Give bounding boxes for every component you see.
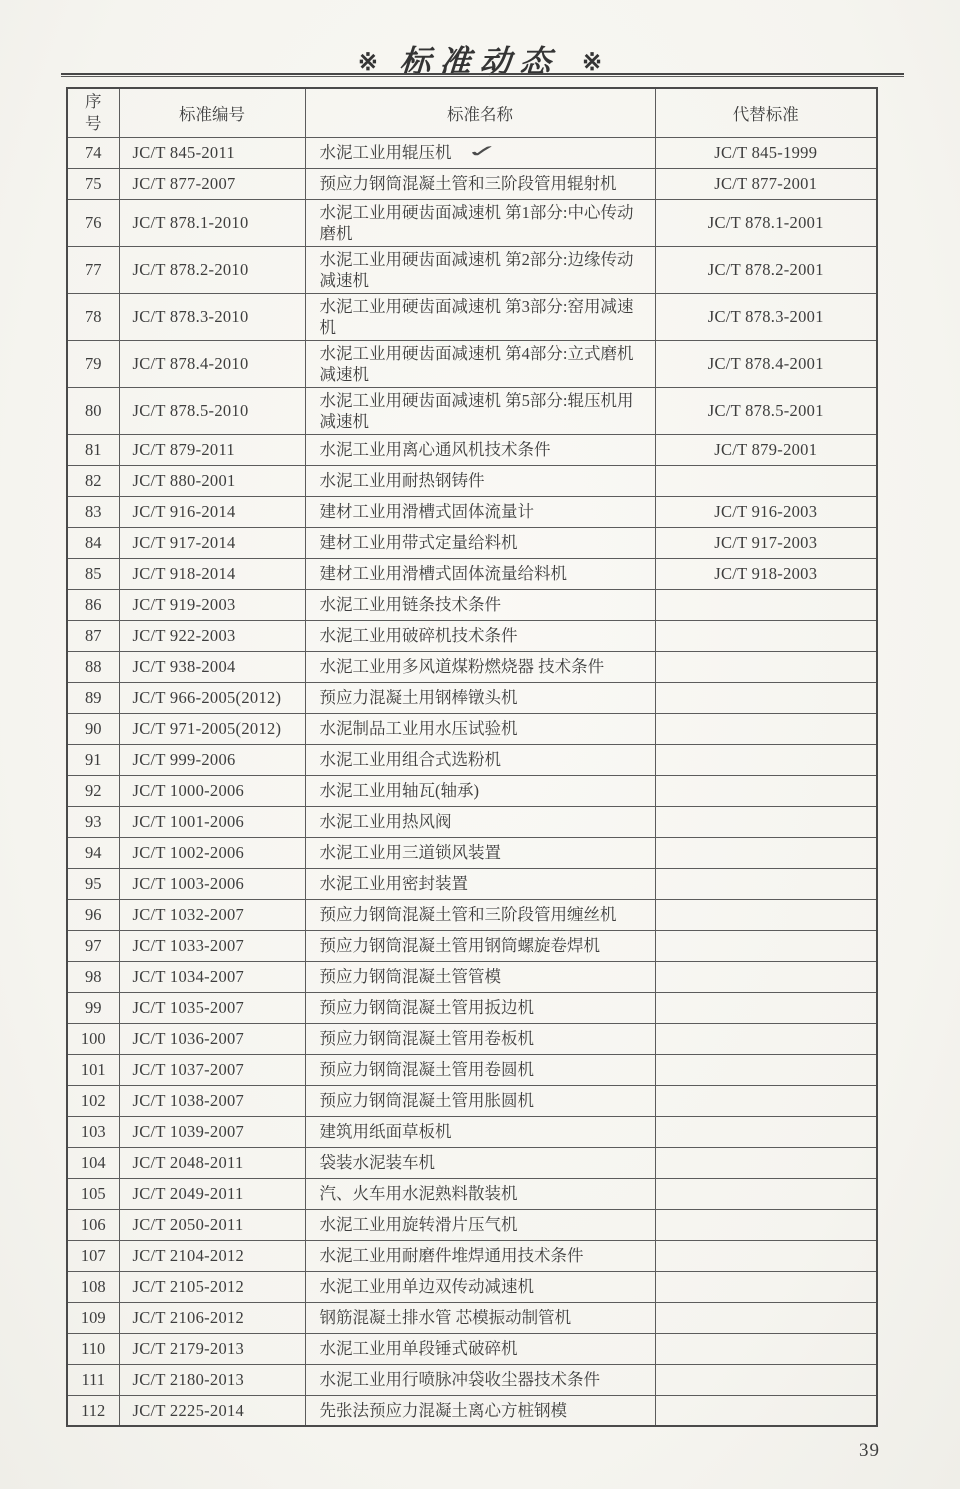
row-standard-name [305,465,655,496]
table-row [67,1333,877,1364]
row-standard-code: JC/T 878.1-2010 [119,199,305,246]
row-replaced-standard [655,1395,877,1426]
row-replaced-standard: JC/T 878.1-2001 [655,199,877,246]
row-standard-name [305,199,655,246]
row-standard-code: JC/T 1033-2007 [119,930,305,961]
row-replaced-standard: JC/T 917-2003 [655,527,877,558]
row-standard-code: JC/T 1035-2007 [119,992,305,1023]
row-standard-code: JC/T 878.4-2010 [119,340,305,387]
row-serial-number: 96 [67,899,119,930]
row-serial-number: 92 [67,775,119,806]
row-standard-code: JC/T 877-2007 [119,168,305,199]
standard-name-text: 水泥工业用单边双传动减速机 [319,1277,534,1296]
standard-name-text: 水泥工业用链条技术条件 [319,595,501,614]
row-replaced-standard [655,1116,877,1147]
row-standard-code: JC/T 2105-2012 [119,1271,305,1302]
row-standard-code: JC/T 922-2003 [119,620,305,651]
standard-name-text: 水泥工业用耐磨件堆焊通用技术条件 [319,1246,584,1265]
row-serial-number: 106 [67,1209,119,1240]
table-row [67,387,877,434]
table-row [67,465,877,496]
row-replaced-standard [655,775,877,806]
table-row [67,434,877,465]
row-standard-name [305,137,655,168]
row-standard-name [305,775,655,806]
table-row [67,246,877,293]
row-standard-code: JC/T 1003-2006 [119,868,305,899]
row-replaced-standard [655,1209,877,1240]
row-replaced-standard [655,465,877,496]
row-serial-number: 88 [67,651,119,682]
row-standard-code: JC/T 1038-2007 [119,1085,305,1116]
table-row [67,1178,877,1209]
page-number: 39 [859,1440,880,1461]
row-standard-code: JC/T 2225-2014 [119,1395,305,1426]
table-row [67,1302,877,1333]
row-standard-name [305,961,655,992]
standard-name-text: 水泥工业用破碎机技术条件 [319,626,518,645]
header-standard-code: 标准编号 [119,88,305,137]
row-replaced-standard: JC/T 918-2003 [655,558,877,589]
standard-name-text: 水泥工业用轴瓦(轴承) [319,781,479,800]
row-serial-number: 108 [67,1271,119,1302]
row-standard-name [305,806,655,837]
row-standard-name [305,868,655,899]
row-replaced-standard [655,1147,877,1178]
row-serial-number: 82 [67,465,119,496]
standard-name-text: 袋装水泥装车机 [319,1153,435,1172]
table-row [67,199,877,246]
table-row [67,930,877,961]
table-row [67,1023,877,1054]
row-standard-name [305,620,655,651]
row-serial-number: 95 [67,868,119,899]
row-standard-name [305,293,655,340]
row-replaced-standard [655,651,877,682]
handwritten-checkmark-icon: ✓ [463,141,501,162]
table-row [67,1395,877,1426]
row-replaced-standard [655,930,877,961]
row-standard-code: JC/T 2106-2012 [119,1302,305,1333]
row-standard-code: JC/T 919-2003 [119,589,305,620]
row-replaced-standard: JC/T 877-2001 [655,168,877,199]
row-standard-code: JC/T 878.2-2010 [119,246,305,293]
standard-name-text: 水泥工业用旋转滑片压气机 [319,1215,518,1234]
row-standard-name [305,1116,655,1147]
table-row [67,961,877,992]
table-row [67,713,877,744]
row-serial-number: 76 [67,199,119,246]
row-standard-code: JC/T 2049-2011 [119,1178,305,1209]
title-decoration-right-icon: ※ [582,50,603,76]
row-standard-name [305,387,655,434]
row-serial-number: 97 [67,930,119,961]
row-standard-code: JC/T 916-2014 [119,496,305,527]
table-row [67,137,877,168]
standard-name-text: 预应力钢筒混凝土管用卷圆机 [319,1060,534,1079]
row-replaced-standard: JC/T 845-1999 [655,137,877,168]
row-standard-name [305,651,655,682]
row-standard-name [305,899,655,930]
table-row [67,682,877,713]
row-standard-code: JC/T 999-2006 [119,744,305,775]
row-standard-name [305,589,655,620]
row-standard-code: JC/T 966-2005(2012) [119,682,305,713]
header-serial-number [67,88,119,137]
row-replaced-standard [655,713,877,744]
row-serial-number: 78 [67,293,119,340]
row-serial-number: 98 [67,961,119,992]
row-replaced-standard [655,837,877,868]
row-standard-name [305,558,655,589]
standard-name-text: 水泥工业用硬齿面减速机 第1部分:中心传动磨机 [319,202,634,243]
row-standard-name [305,1333,655,1364]
row-standard-code: JC/T 845-2011 [119,137,305,168]
row-serial-number: 81 [67,434,119,465]
row-standard-code: JC/T 1036-2007 [119,1023,305,1054]
standard-name-text: 先张法预应力混凝土离心方桩钢模 [319,1400,567,1420]
table-row [67,806,877,837]
standard-name-text: 水泥工业用硬齿面减速机 第3部分:窑用减速机 [319,296,634,337]
row-standard-code: JC/T 2048-2011 [119,1147,305,1178]
row-serial-number: 91 [67,744,119,775]
table-row [67,775,877,806]
row-replaced-standard [655,620,877,651]
row-replaced-standard: JC/T 916-2003 [655,496,877,527]
row-standard-name [305,1240,655,1271]
table-row [67,744,877,775]
table-row [67,651,877,682]
row-standard-code: JC/T 878.5-2010 [119,387,305,434]
standard-name-text: 建筑用纸面草板机 [319,1122,452,1141]
table-header-row [67,88,877,137]
row-serial-number: 102 [67,1085,119,1116]
standard-name-text: 预应力混凝土用钢棒镦头机 [319,688,518,707]
row-replaced-standard: JC/T 879-2001 [655,434,877,465]
standard-name-text: 水泥工业用硬齿面减速机 第4部分:立式磨机减速机 [319,343,634,384]
row-standard-code: JC/T 1039-2007 [119,1116,305,1147]
header-serial-number-label: 序号 [85,92,102,133]
row-serial-number: 87 [67,620,119,651]
standard-name-text: 预应力钢筒混凝土管用胀圆机 [319,1091,534,1110]
standard-name-text: 预应力钢筒混凝土管用钢筒螺旋卷焊机 [319,936,600,955]
table-row [67,1364,877,1395]
row-serial-number: 100 [67,1023,119,1054]
table-row [67,1085,877,1116]
row-standard-name [305,527,655,558]
standard-name-text: 预应力钢筒混凝土管用卷板机 [319,1029,534,1048]
table-row [67,527,877,558]
row-serial-number: 109 [67,1302,119,1333]
standard-name-text: 水泥工业用单段锤式破碎机 [319,1339,518,1358]
row-standard-code: JC/T 1037-2007 [119,1054,305,1085]
row-replaced-standard [655,992,877,1023]
table-row [67,899,877,930]
row-serial-number: 107 [67,1240,119,1271]
row-standard-code: JC/T 878.3-2010 [119,293,305,340]
row-replaced-standard: JC/T 878.5-2001 [655,387,877,434]
standard-name-text: 水泥工业用硬齿面减速机 第5部分:辊压机用减速机 [319,390,634,431]
standard-name-text: 建材工业用带式定量给料机 [319,533,518,552]
standard-name-text: 预应力钢筒混凝土管和三阶段管用缠丝机 [319,905,617,924]
row-standard-code: JC/T 1002-2006 [119,837,305,868]
row-standard-name [305,1271,655,1302]
row-replaced-standard [655,1240,877,1271]
row-replaced-standard [655,1333,877,1364]
row-serial-number: 105 [67,1178,119,1209]
row-replaced-standard [655,899,877,930]
row-replaced-standard [655,1054,877,1085]
row-standard-name [305,713,655,744]
row-replaced-standard: JC/T 878.3-2001 [655,293,877,340]
row-serial-number: 77 [67,246,119,293]
row-serial-number: 86 [67,589,119,620]
table-row [67,168,877,199]
row-replaced-standard [655,589,877,620]
row-standard-name [305,837,655,868]
standard-name-text: 水泥工业用耐热钢铸件 [319,471,485,490]
table-row [67,620,877,651]
standard-name-text: 水泥工业用热风阀 [319,812,452,831]
standard-name-text: 建材工业用滑槽式固体流量计 [319,502,534,521]
table-row [67,1147,877,1178]
row-serial-number: 84 [67,527,119,558]
row-standard-name [305,1054,655,1085]
row-serial-number: 93 [67,806,119,837]
row-serial-number: 83 [67,496,119,527]
row-standard-name [305,434,655,465]
row-serial-number: 85 [67,558,119,589]
standard-name-text: 水泥工业用多风道煤粉燃烧器 技术条件 [319,657,605,676]
table-row [67,558,877,589]
table-header [67,88,877,137]
row-replaced-standard [655,1178,877,1209]
row-standard-code: JC/T 2104-2012 [119,1240,305,1271]
row-standard-name [305,1178,655,1209]
row-serial-number: 75 [67,168,119,199]
standard-name-text: 水泥工业用行喷脉冲袋收尘器技术条件 [319,1370,600,1389]
header-standard-name: 标准名称 [305,88,655,137]
table-row [67,992,877,1023]
row-serial-number: 94 [67,837,119,868]
row-replaced-standard [655,1023,877,1054]
row-standard-code: JC/T 2179-2013 [119,1333,305,1364]
row-standard-name [305,744,655,775]
row-replaced-standard [655,744,877,775]
table-row [67,1116,877,1147]
standard-name-text: 水泥工业用辊压机 [319,143,452,162]
standard-name-text: 水泥工业用组合式选粉机 [319,750,501,769]
standard-name-text: 水泥工业用密封装置 [319,874,468,893]
row-standard-name [305,1147,655,1178]
row-standard-name [305,1395,655,1426]
row-standard-code: JC/T 1034-2007 [119,961,305,992]
row-replaced-standard [655,868,877,899]
standard-name-text: 预应力钢筒混凝土管用扳边机 [319,998,534,1017]
standard-name-text: 预应力钢筒混凝土管和三阶段管用辊射机 [319,174,617,193]
table-row [67,496,877,527]
table-body [67,137,877,1426]
row-serial-number: 103 [67,1116,119,1147]
row-standard-code: JC/T 2050-2011 [119,1209,305,1240]
table-row [67,1240,877,1271]
row-serial-number: 104 [67,1147,119,1178]
standard-name-text: 水泥工业用离心通风机技术条件 [319,440,551,459]
table-row [67,1054,877,1085]
standard-name-text: 水泥工业用三道锁风装置 [319,843,501,862]
standards-table [66,87,878,1427]
title-decoration-left-icon: ※ [357,50,378,76]
row-replaced-standard [655,682,877,713]
row-serial-number: 74 [67,137,119,168]
page-title-text: 标准动态 [398,44,562,79]
row-standard-name [305,682,655,713]
row-standard-code: JC/T 917-2014 [119,527,305,558]
row-standard-code: JC/T 1000-2006 [119,775,305,806]
row-standard-name [305,246,655,293]
row-serial-number: 99 [67,992,119,1023]
row-standard-name [305,1302,655,1333]
table-row [67,837,877,868]
row-standard-name [305,496,655,527]
row-replaced-standard [655,1085,877,1116]
table-row [67,1209,877,1240]
row-serial-number: 111 [67,1364,119,1395]
table-row [67,589,877,620]
row-standard-name [305,1364,655,1395]
row-standard-code: JC/T 1032-2007 [119,899,305,930]
row-standard-name [305,1023,655,1054]
row-standard-name [305,1209,655,1240]
standard-name-text: 钢筋混凝土排水管 芯模振动制管机 [319,1308,572,1327]
standard-name-text: 预应力钢筒混凝土管管模 [319,967,501,986]
row-replaced-standard [655,806,877,837]
standard-name-text: 水泥制品工业用水压试验机 [319,719,518,738]
row-replaced-standard: JC/T 878.2-2001 [655,246,877,293]
row-standard-name [305,992,655,1023]
row-serial-number: 112 [67,1395,119,1426]
row-serial-number: 80 [67,387,119,434]
standard-name-text: 水泥工业用硬齿面减速机 第2部分:边缘传动减速机 [319,249,634,290]
row-replaced-standard [655,961,877,992]
row-serial-number: 79 [67,340,119,387]
row-standard-code: JC/T 971-2005(2012) [119,713,305,744]
row-standard-name [305,1085,655,1116]
row-standard-code: JC/T 1001-2006 [119,806,305,837]
row-replaced-standard [655,1364,877,1395]
row-standard-name [305,168,655,199]
row-standard-code: JC/T 938-2004 [119,651,305,682]
row-serial-number: 110 [67,1333,119,1364]
row-standard-name [305,930,655,961]
table-row [67,868,877,899]
row-standard-code: JC/T 2180-2013 [119,1364,305,1395]
row-standard-code: JC/T 879-2011 [119,434,305,465]
title-divider-rule [61,73,904,77]
row-serial-number: 89 [67,682,119,713]
row-standard-code: JC/T 880-2001 [119,465,305,496]
row-serial-number: 101 [67,1054,119,1085]
row-replaced-standard [655,1271,877,1302]
standard-name-text: 建材工业用滑槽式固体流量给料机 [319,564,567,583]
row-replaced-standard [655,1302,877,1333]
row-replaced-standard: JC/T 878.4-2001 [655,340,877,387]
table-row [67,340,877,387]
row-serial-number: 90 [67,713,119,744]
header-replaced-standard: 代替标准 [655,88,877,137]
table-row [67,293,877,340]
row-standard-code: JC/T 918-2014 [119,558,305,589]
row-standard-name [305,340,655,387]
table-row [67,1271,877,1302]
standard-name-text: 汽、火车用水泥熟料散装机 [319,1184,518,1203]
